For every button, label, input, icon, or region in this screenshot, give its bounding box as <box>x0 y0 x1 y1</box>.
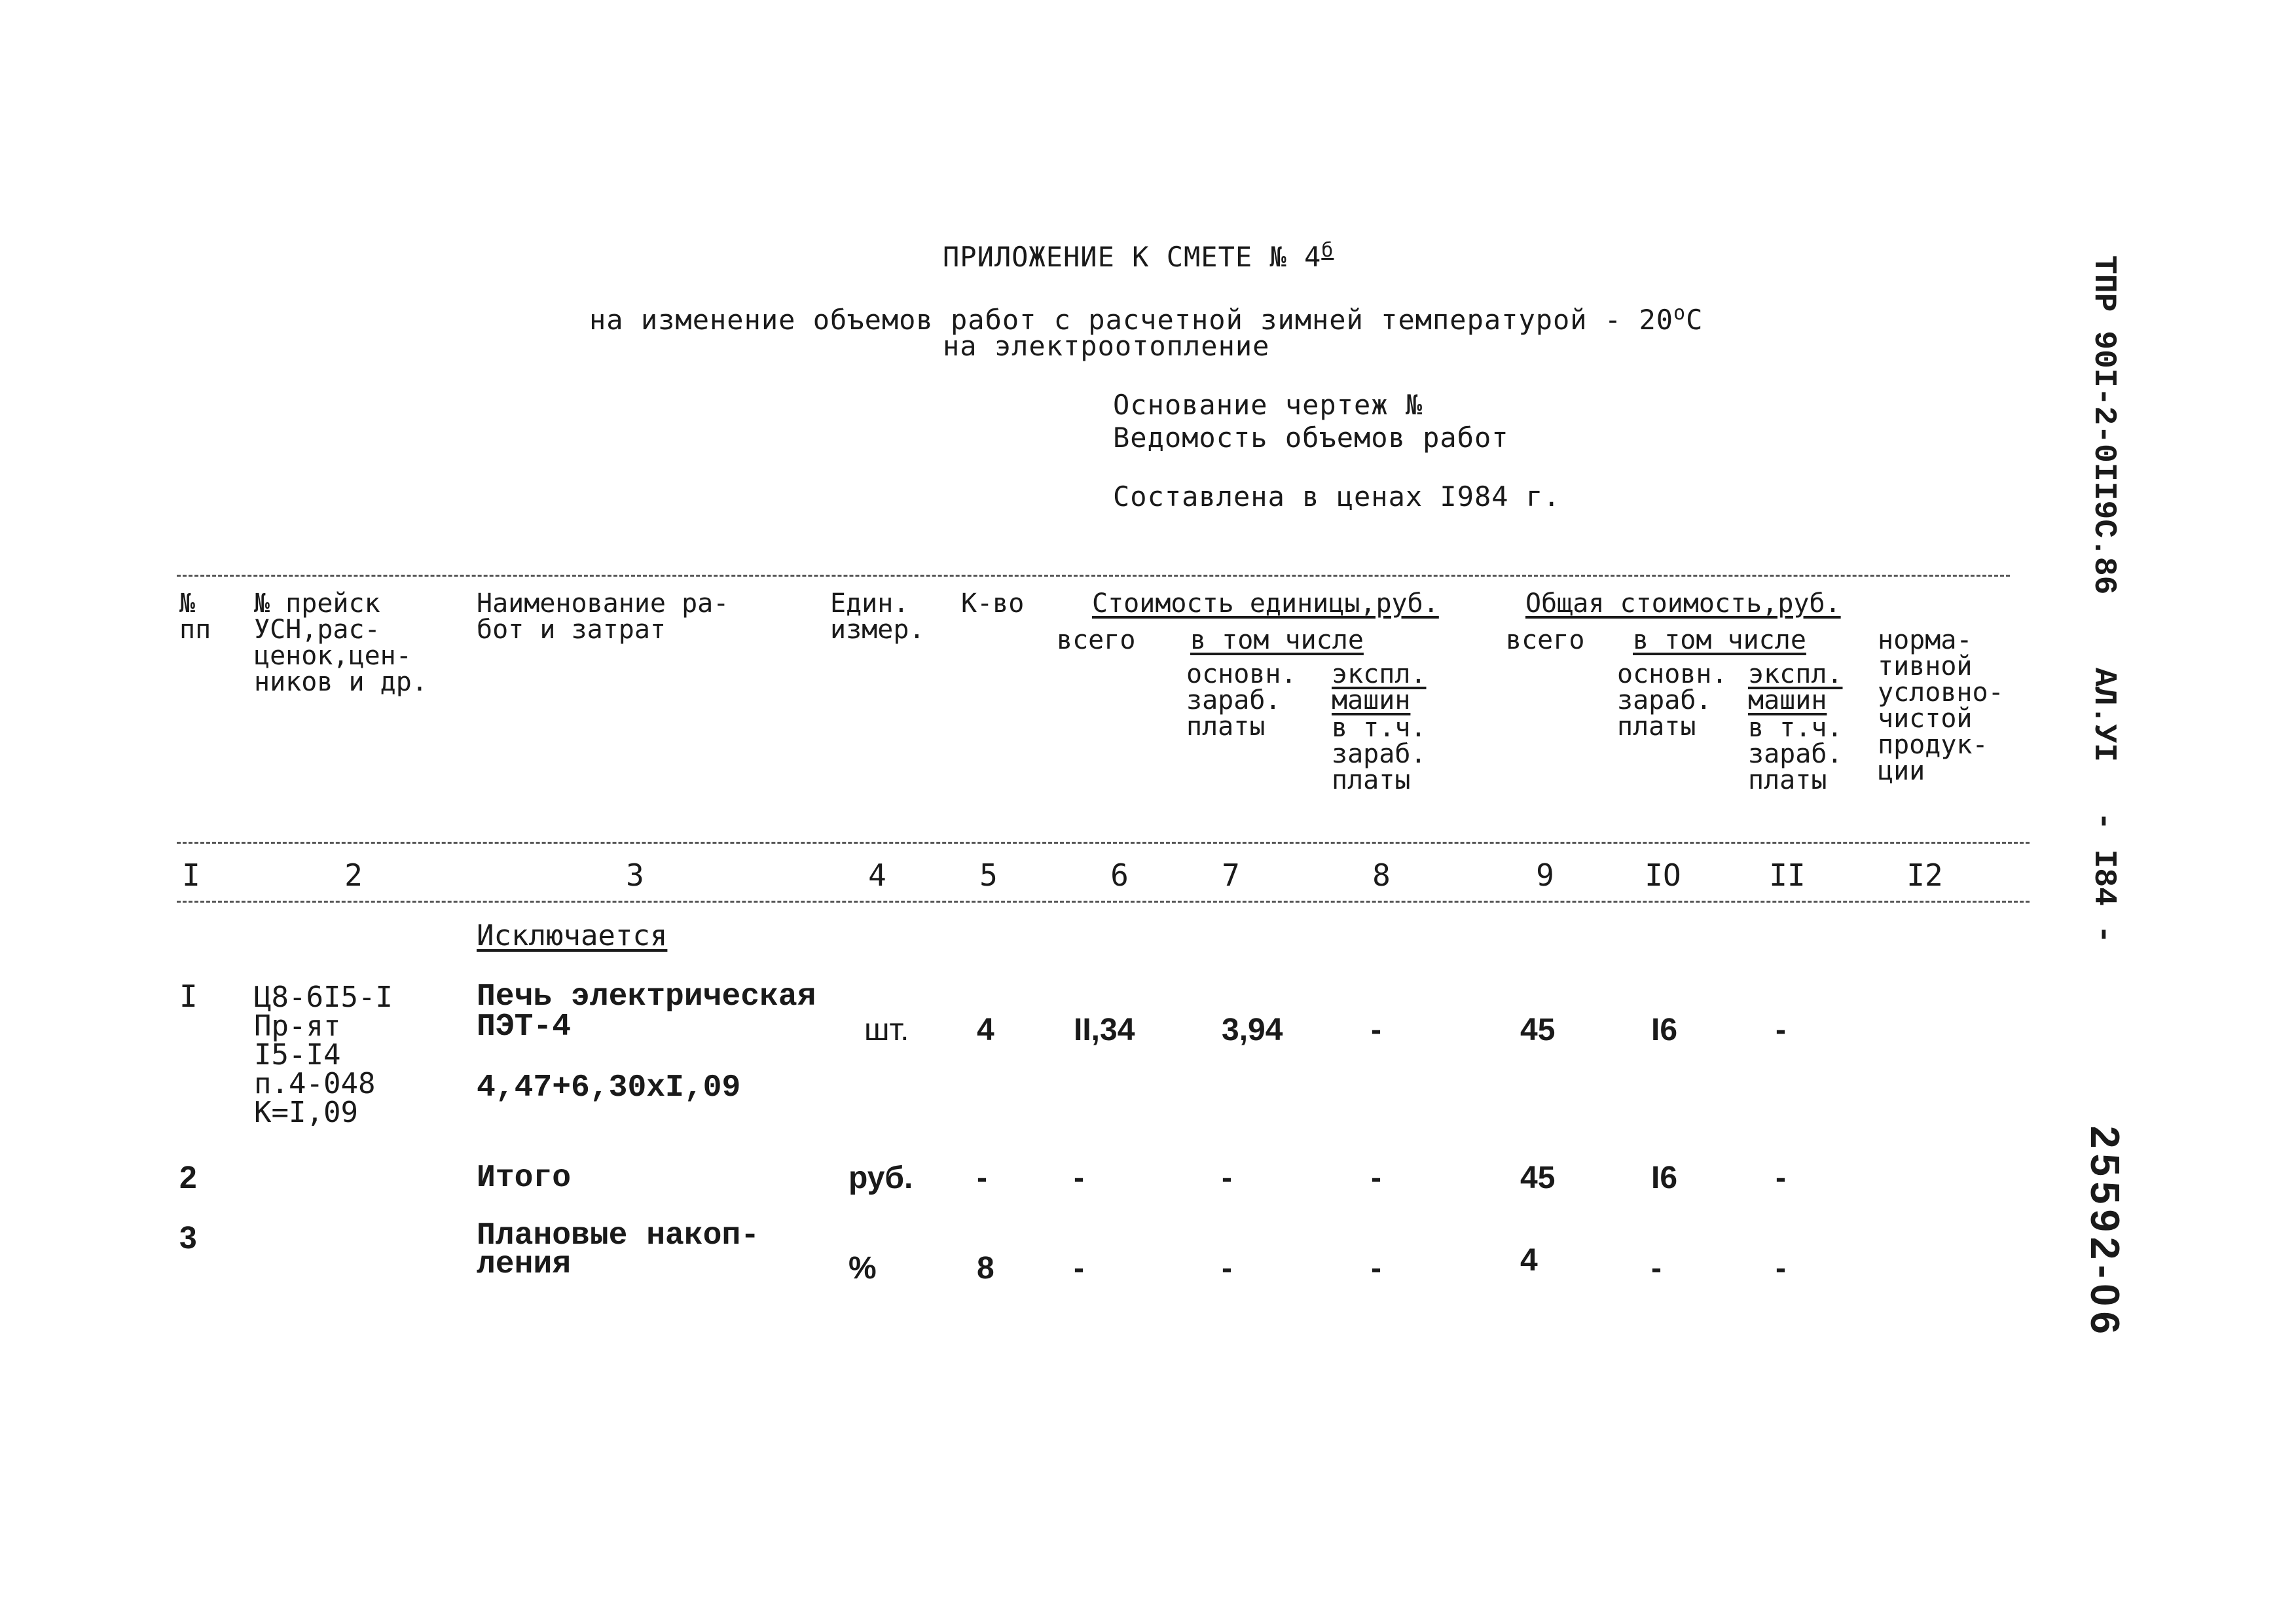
degree-mark: о <box>1673 302 1686 325</box>
section-label: Исключается <box>477 919 668 952</box>
row1-code: Ц8-6I5-I Пр-ят I5-I4 п.4-048 К=I,09 <box>254 981 393 1129</box>
subtitle-text: на изменение объемов работ с расчетной зимней температурой - 20 <box>589 304 1674 336</box>
col-header-7: основн. зараб. платы <box>1186 659 1297 742</box>
table-top-rule <box>177 575 2010 577</box>
col-header-8-top: экспл. машин <box>1332 659 1427 715</box>
row3-unit: % <box>848 1251 877 1286</box>
col-header-10: основн. зараб. платы <box>1617 659 1728 742</box>
col-header-11-top: экспл. машин <box>1748 659 1843 715</box>
side-page: - I84 - <box>2086 812 2121 944</box>
row3-unit-machine: - <box>1371 1251 1381 1286</box>
side-number: 25592-06 <box>2082 1126 2127 1340</box>
price-base: Составлена в ценах I984 г. <box>1113 480 1561 513</box>
row2-unit: руб. <box>848 1161 913 1195</box>
side-album: АЛ.УI <box>2086 668 2121 763</box>
row1-unit: шт. <box>864 1013 909 1047</box>
title-text: ПРИЛОЖЕНИЕ К СМЕТЕ № 4 <box>943 241 1322 273</box>
basis-statement: Ведомость объемов работ <box>1113 422 1509 454</box>
unit-breakdown-label: в том числе <box>1190 625 1364 655</box>
row2-num: 2 <box>179 1161 197 1195</box>
row1-unit-wage: 3,94 <box>1222 1013 1283 1047</box>
title-suffix: б <box>1321 239 1334 262</box>
total-breakdown-label: в том числе <box>1633 625 1806 655</box>
row1-formula: 4,47+6,30хI,09 <box>477 1070 741 1106</box>
column-number: 8 <box>1372 857 1391 893</box>
row2-qty: - <box>977 1161 987 1195</box>
row1-name: Печь электрическая ПЭТ-4 <box>477 979 816 1045</box>
row2-unit-wage: - <box>1222 1161 1232 1195</box>
row3-unit-total: - <box>1074 1251 1084 1286</box>
row2-total-wage: I6 <box>1651 1161 1678 1195</box>
column-number: 9 <box>1536 857 1554 893</box>
col-header-9: всего <box>1506 625 1585 655</box>
column-number: 3 <box>626 857 644 893</box>
col-header-1: № пп <box>179 588 211 645</box>
row2-total-machine: - <box>1776 1161 1786 1195</box>
row1-total: 45 <box>1520 1013 1556 1047</box>
column-number: 6 <box>1110 857 1129 893</box>
side-doc-code: ТПР 90I-2-0II9С.86 <box>2086 255 2121 595</box>
column-number: 5 <box>979 857 998 893</box>
row2-name: Итого <box>477 1161 572 1196</box>
row3-num: 3 <box>179 1221 197 1255</box>
header-bottom-rule <box>177 842 2030 844</box>
row3-qty: 8 <box>977 1251 994 1286</box>
group-total-cost: Общая стоимость,руб. <box>1525 588 1841 619</box>
group-unit-cost: Стоимость единицы,руб. <box>1092 588 1439 619</box>
row1-num: I <box>179 979 198 1014</box>
row3-total: 4 <box>1520 1243 1538 1278</box>
document-title <box>943 236 1334 272</box>
row3-unit-wage: - <box>1222 1251 1232 1286</box>
row2-unit-total: - <box>1074 1161 1084 1195</box>
numbers-bottom-rule <box>177 901 2030 903</box>
column-number: I <box>182 857 200 893</box>
col-header-8-bottom: в т.ч. зараб. платы <box>1332 713 1427 795</box>
column-number: II <box>1769 857 1806 893</box>
col-header-4: Един. измер. <box>830 588 925 645</box>
row2-unit-machine: - <box>1371 1161 1381 1195</box>
row3-total-machine: - <box>1776 1251 1786 1286</box>
subtitle-line-2: на электроотопление <box>943 330 1270 362</box>
col-header-6: всего <box>1057 625 1136 655</box>
row1-qty: 4 <box>977 1013 994 1047</box>
row1-unit-total: II,34 <box>1074 1013 1135 1047</box>
row3-total-wage: - <box>1651 1251 1662 1286</box>
column-number: 4 <box>868 857 886 893</box>
col-header-12: норма- тивной условно- чистой продук- ции <box>1878 625 2004 786</box>
subtitle-unit: С <box>1686 304 1704 336</box>
row2-total: 45 <box>1520 1161 1556 1195</box>
column-number: 7 <box>1222 857 1240 893</box>
row1-unit-machine: - <box>1371 1013 1381 1047</box>
col-header-11-bottom: в т.ч. зараб. платы <box>1748 713 1843 795</box>
row1-total-wage: I6 <box>1651 1013 1678 1047</box>
col-header-3: Наименование ра- бот и затрат <box>477 588 729 645</box>
col-header-2: № прейск УСН,рас- ценок,цен- ников и др. <box>254 588 428 697</box>
column-number: 2 <box>344 857 363 893</box>
row3-name: Плановые накоп- ления <box>477 1218 760 1282</box>
column-number: IO <box>1645 857 1681 893</box>
column-number: I2 <box>1906 857 1943 893</box>
col-header-5: К-во <box>961 588 1025 619</box>
row1-total-machine: - <box>1776 1013 1786 1047</box>
basis-drawing: Основание чертеж № <box>1113 389 1423 421</box>
